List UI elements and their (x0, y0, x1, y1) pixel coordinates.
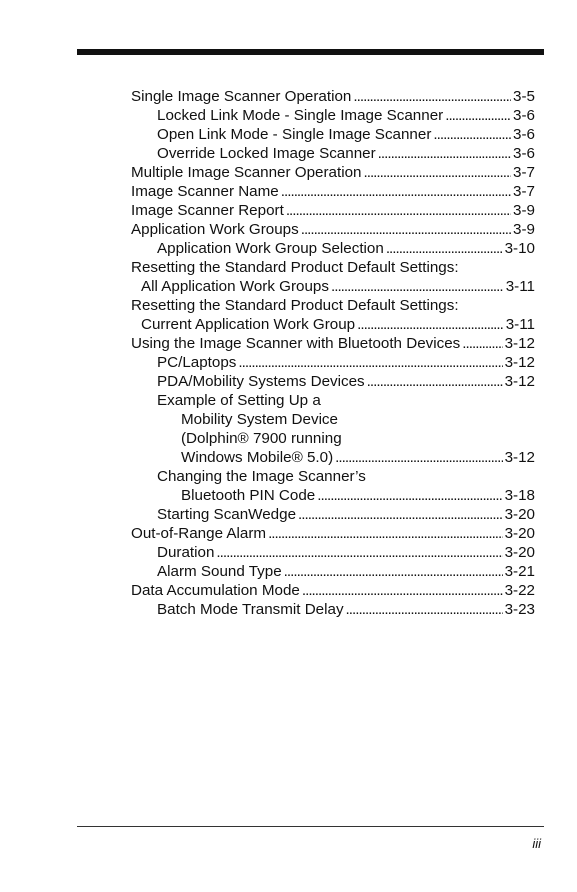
toc-entry[interactable] (131, 562, 535, 581)
dot-leader (268, 524, 503, 543)
dot-leader (357, 315, 504, 334)
bottom-rule (77, 826, 544, 827)
toc-entry-title: Multiple Image Scanner Operation (131, 164, 362, 181)
toc-entry[interactable] (131, 182, 535, 201)
toc-entry[interactable] (131, 277, 535, 296)
dot-leader (353, 87, 511, 106)
dot-leader (331, 277, 504, 296)
toc-entry-title: PC/Laptops (157, 354, 237, 371)
toc-entry-page: 3-22 (504, 582, 535, 599)
toc-entry-title: Example of Setting Up a (157, 392, 321, 409)
toc-entry[interactable] (131, 467, 535, 486)
toc-entry-title: Out-of-Range Alarm (131, 525, 267, 542)
toc-entry[interactable] (131, 106, 535, 125)
toc-entry[interactable] (131, 372, 535, 391)
dot-leader (284, 562, 503, 581)
toc-entry-title: Image Scanner Name (131, 183, 279, 200)
toc-entry-title: PDA/Mobility Systems Devices (157, 373, 365, 390)
toc-entry-page: 3-7 (513, 164, 535, 181)
toc-entry[interactable] (131, 486, 535, 505)
toc-entry-page: 3-9 (513, 202, 535, 219)
toc-entry-page: 3-12 (504, 354, 535, 371)
toc-entry-title: Resetting the Standard Product Default Settings: (131, 259, 459, 276)
toc-entry[interactable] (131, 163, 535, 182)
toc-entry-page: 3-7 (513, 183, 535, 200)
toc-entry-page: 3-23 (504, 601, 535, 618)
toc-entry-page: 3-18 (504, 487, 535, 504)
dot-leader (346, 600, 503, 619)
toc-entry-title: Locked Link Mode - Single Image Scanner (157, 107, 444, 124)
toc-entry[interactable] (131, 448, 535, 467)
toc-entry[interactable] (131, 201, 535, 220)
toc-entry-title: Override Locked Image Scanner (157, 145, 376, 162)
dot-leader (433, 125, 511, 144)
toc-entry-title: Image Scanner Report (131, 202, 284, 219)
toc-entry-title: Open Link Mode - Single Image Scanner (157, 126, 432, 143)
toc-entry[interactable] (131, 543, 535, 562)
toc-entry-page: 3-21 (504, 563, 535, 580)
dot-leader (298, 505, 503, 524)
toc-entry[interactable] (131, 581, 535, 600)
toc-entry[interactable] (131, 505, 535, 524)
table-of-contents (131, 87, 535, 619)
toc-entry-page: 3-20 (504, 506, 535, 523)
toc-entry-title: Using the Image Scanner with Bluetooth Devices (131, 335, 461, 352)
toc-entry-page: 3-11 (505, 278, 535, 295)
toc-entry-title: Application Work Groups (131, 221, 299, 238)
toc-entry-title: (Dolphin® 7900 running (181, 430, 342, 447)
dot-leader (238, 353, 502, 372)
dot-leader (386, 239, 503, 258)
toc-entry-title: All Application Work Groups (141, 278, 329, 295)
toc-entry[interactable] (131, 239, 535, 258)
toc-entry-page: 3-6 (513, 145, 535, 162)
toc-entry-page: 3-10 (504, 240, 535, 257)
toc-entry-title: Windows Mobile® 5.0) (181, 449, 334, 466)
toc-entry-title: Duration (157, 544, 215, 561)
dot-leader (378, 144, 511, 163)
dot-leader (317, 486, 502, 505)
toc-entry[interactable] (131, 353, 535, 372)
dot-leader (216, 543, 502, 562)
toc-entry-title: Batch Mode Transmit Delay (157, 601, 344, 618)
toc-entry-title: Starting ScanWedge (157, 506, 297, 523)
toc-entry[interactable] (131, 296, 535, 315)
top-rule (77, 49, 544, 55)
toc-entry-page: 3-9 (513, 221, 535, 238)
toc-entry-title: Single Image Scanner Operation (131, 88, 352, 105)
toc-entry[interactable] (131, 220, 535, 239)
toc-entry-page: 3-11 (505, 316, 535, 333)
toc-entry[interactable] (131, 87, 535, 106)
toc-entry[interactable] (131, 600, 535, 619)
dot-leader (445, 106, 511, 125)
toc-entry-page: 3-6 (513, 107, 535, 124)
toc-entry[interactable] (131, 410, 535, 429)
toc-entry[interactable] (131, 258, 535, 277)
toc-entry[interactable] (131, 144, 535, 163)
dot-leader (363, 163, 511, 182)
toc-entry-title: Application Work Group Selection (157, 240, 384, 257)
dot-leader (302, 581, 503, 600)
toc-entry-page: 3-12 (504, 449, 535, 466)
toc-entry-title: Changing the Image Scanner’s (157, 468, 366, 485)
toc-entry-title: Data Accumulation Mode (131, 582, 300, 599)
toc-entry[interactable] (131, 125, 535, 144)
dot-leader (286, 201, 511, 220)
dot-leader (301, 220, 511, 239)
toc-entry[interactable] (131, 334, 535, 353)
page-number: iii (532, 836, 541, 851)
toc-entry[interactable] (131, 429, 535, 448)
toc-entry[interactable] (131, 524, 535, 543)
toc-entry-page: 3-20 (504, 544, 535, 561)
dot-leader (367, 372, 503, 391)
toc-entry[interactable] (131, 391, 535, 410)
toc-entry-title: Resetting the Standard Product Default Settings: (131, 297, 459, 314)
toc-entry-page: 3-12 (504, 335, 535, 352)
toc-entry-title: Bluetooth PIN Code (181, 487, 316, 504)
toc-entry-page: 3-20 (504, 525, 535, 542)
dot-leader (281, 182, 511, 201)
toc-entry-title: Alarm Sound Type (157, 563, 282, 580)
toc-entry[interactable] (131, 315, 535, 334)
toc-entry-page: 3-6 (513, 126, 535, 143)
toc-entry-title: Mobility System Device (181, 411, 338, 428)
toc-entry-page: 3-12 (504, 373, 535, 390)
dot-leader (335, 448, 502, 467)
toc-entry-page: 3-5 (513, 88, 535, 105)
toc-entry-title: Current Application Work Group (141, 316, 356, 333)
dot-leader (462, 334, 502, 353)
